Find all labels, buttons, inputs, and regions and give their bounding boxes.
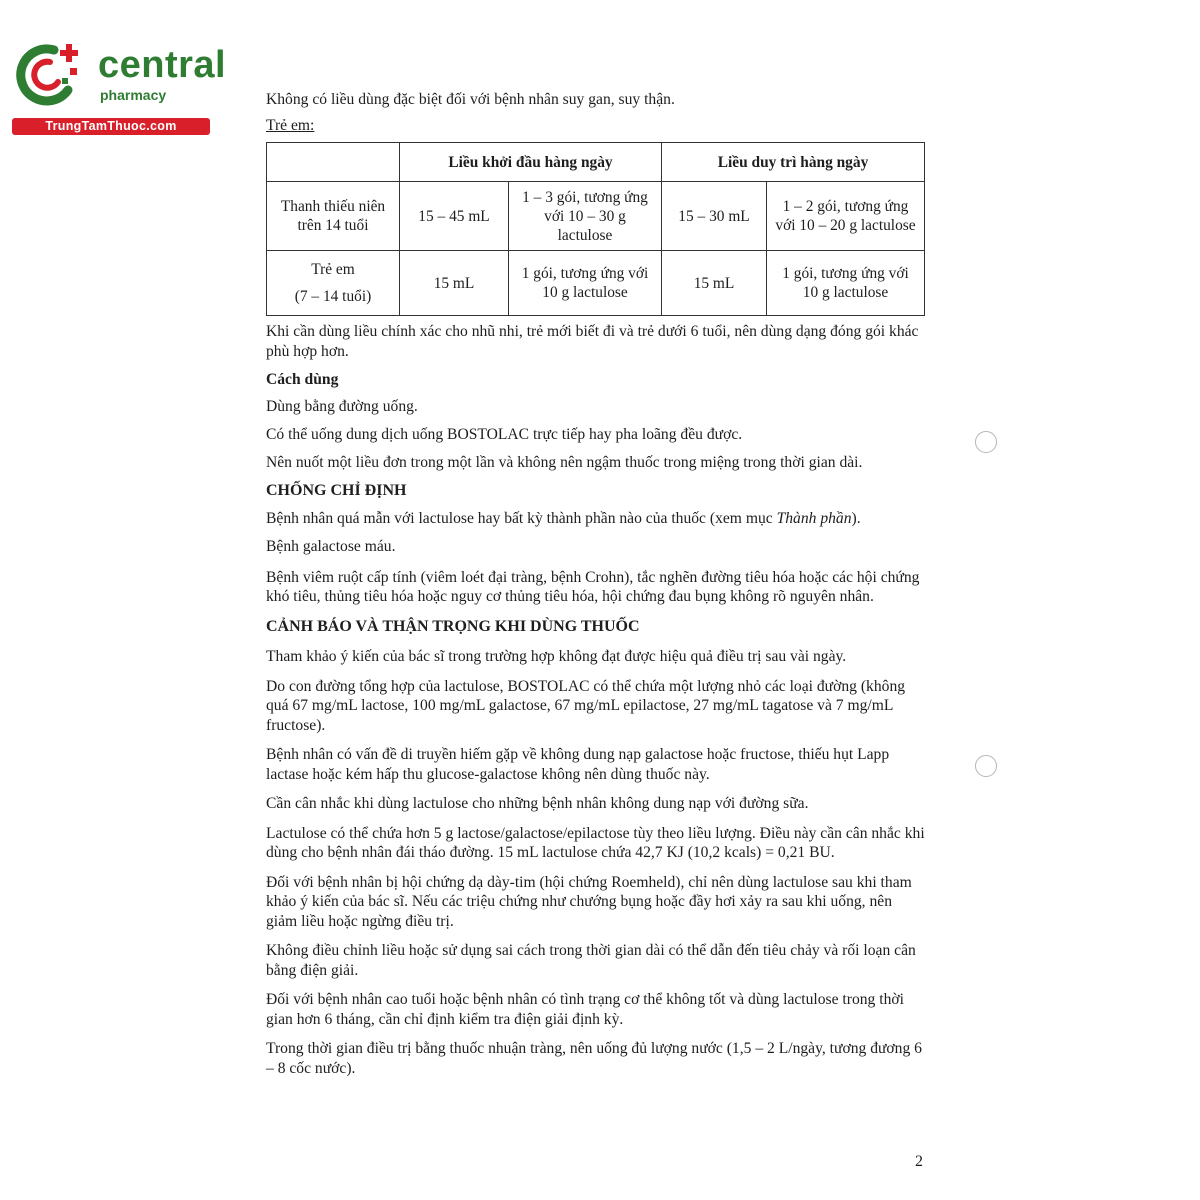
warning-paragraph: Trong thời gian điều trị bằng thuốc nhuận tràng, nên uống đủ lượng nước (1,5 – 2 L/ngày, tương đương 6 – 8 cốc nước).: [266, 1040, 922, 1077]
infant-note: Khi cần dùng liều chính xác cho nhũ nhi, trẻ mới biết đi và trẻ dưới 6 tuổi, nên dùng dạng đóng gói khác phù hợp hơn.: [266, 323, 919, 360]
logo-subtitle: pharmacy: [100, 87, 167, 103]
warning-paragraph: Cần cân nhắc khi dùng lactulose cho những bệnh nhân không dung nạp với đường sữa.: [266, 795, 809, 812]
contraindications-heading: CHỐNG CHỈ ĐỊNH: [266, 481, 407, 499]
usage-line: Dùng bằng đường uống.: [266, 397, 418, 415]
group-age-range: (7 – 14 tuổi): [294, 288, 372, 305]
table-cell-maint-ml: 15 mL: [662, 251, 767, 316]
contra-line: Bệnh galactose máu.: [266, 538, 396, 555]
children-label: Trẻ em:: [266, 116, 315, 134]
logo-banner: TrungTamThuoc.com: [12, 118, 210, 135]
table-cell-group: [267, 182, 400, 251]
usage-heading: Cách dùng: [266, 371, 339, 388]
table-row: [267, 251, 925, 316]
usage-line: Có thể uống dung dịch uống BOSTOLAC trực tiếp hay pha loãng đều được.: [266, 425, 743, 443]
table-header-start-dose: Liều khởi đầu hàng ngày: [400, 143, 662, 182]
warning-paragraph: Lactulose có thể chứa hơn 5 g lactose/galactose/epilactose tùy theo liều lượng. Điều này cần cân nhắc khi dùng cho bệnh nhân đái tháo đường. 15 mL lactulose chứa 42,7 KJ (10,2 kcals) = 0,21 BU.: [266, 824, 925, 861]
table-cell-maint-pack: 1 gói, tương ứng với 10 g lactulose: [767, 251, 925, 316]
brand-logo: [10, 38, 227, 138]
punch-hole-mark: [975, 431, 997, 453]
contra-line-text: Bệnh nhân quá mẫn với lactulose hay bất kỳ thành phần nào của thuốc (xem mục: [266, 510, 777, 527]
contra-line: Bệnh viêm ruột cấp tính (viêm loét đại tràng, bệnh Crohn), tắc nghẽn đường tiêu hóa hoặc các hội chứng khó tiêu, thủng tiêu hóa hoặc nguy cơ thủng tiêu hóa, hội chứng đau bụng không rõ nguyên nhân.: [266, 568, 920, 605]
warning-paragraph: Đối với bệnh nhân bị hội chứng dạ dày-tim (hội chứng Roemheld), chỉ nên dùng lactulose sau khi tham khảo ý kiến của bác sĩ. Nếu các triệu chứng như chướng bụng hoặc đầy hơi xảy ra sau khi uống, nên giảm liều hoặc ngừng điều trị.: [266, 873, 912, 930]
dosage-table: [266, 142, 925, 316]
punch-hole-mark: [975, 755, 997, 777]
central-pharmacy-logo-icon: [10, 38, 90, 108]
table-cell-group: [267, 251, 400, 316]
warning-paragraph: Tham khảo ý kiến của bác sĩ trong trường hợp không đạt được hiệu quả điều trị sau vài ngày.: [266, 648, 847, 665]
table-cell-maint-pack: 1 – 2 gói, tương ứng với 10 – 20 g lactulose: [767, 182, 925, 251]
table-cell-start-pack: 1 gói, tương ứng với 10 g lactulose: [509, 251, 662, 316]
contra-line-ref: Thành phần: [776, 510, 852, 527]
warning-paragraph: Đối với bệnh nhân cao tuổi hoặc bệnh nhân có tình trạng cơ thể không tốt và dùng lactulose trong thời gian hơn 6 tháng, cần chỉ định kiểm tra điện giải định kỳ.: [266, 991, 904, 1028]
table-cell-start-pack: 1 – 3 gói, tương ứng với 10 – 30 g lactulose: [509, 182, 662, 251]
group-label: Trẻ em: [311, 261, 355, 278]
table-row: [267, 182, 925, 251]
table-cell-start-ml: 15 mL: [400, 251, 509, 316]
warning-paragraph: Do con đường tổng hợp của lactulose, BOSTOLAC có thể chứa một lượng nhỏ các loại đường (không quá 67 mg/mL lactose, 100 mg/mL galactose, 67 mg/mL epilactose, 27 mg/mL tagatose và 7 mg/mL fructose).: [266, 677, 906, 734]
page-number: 2: [915, 1153, 923, 1170]
contra-line-end: ).: [851, 510, 861, 527]
warnings-heading: CẢNH BÁO VÀ THẬN TRỌNG KHI DÙNG THUỐC: [266, 617, 640, 635]
group-label: Thanh thiếu niên trên 14 tuổi: [280, 198, 386, 234]
table-header-maintenance-dose: Liều duy trì hàng ngày: [662, 143, 925, 182]
table-cell-start-ml: 15 – 45 mL: [400, 182, 509, 251]
contra-line: [266, 509, 926, 529]
intro-text: Không có liều dùng đặc biệt đối với bệnh nhân suy gan, suy thận.: [266, 91, 675, 108]
warning-paragraph: Bệnh nhân có vấn đề di truyền hiếm gặp về không dung nạp galactose hoặc fructose, thiếu hụt Lapp lactase hoặc kém hấp thu glucose-galactose không nên dùng thuốc này.: [266, 746, 890, 783]
usage-line: Nên nuốt một liều đơn trong một lần và không nên ngậm thuốc trong miệng trong thời gian dài.: [266, 453, 863, 471]
document-body: [266, 90, 926, 1087]
table-cell-maint-ml: 15 – 30 mL: [662, 182, 767, 251]
table-header-empty: [267, 143, 400, 182]
logo-wordmark: central: [98, 44, 227, 86]
warning-paragraph: Không điều chỉnh liều hoặc sử dụng sai cách trong thời gian dài có thể dẫn đến tiêu chảy và rối loạn cân bằng điện giải.: [266, 942, 916, 979]
